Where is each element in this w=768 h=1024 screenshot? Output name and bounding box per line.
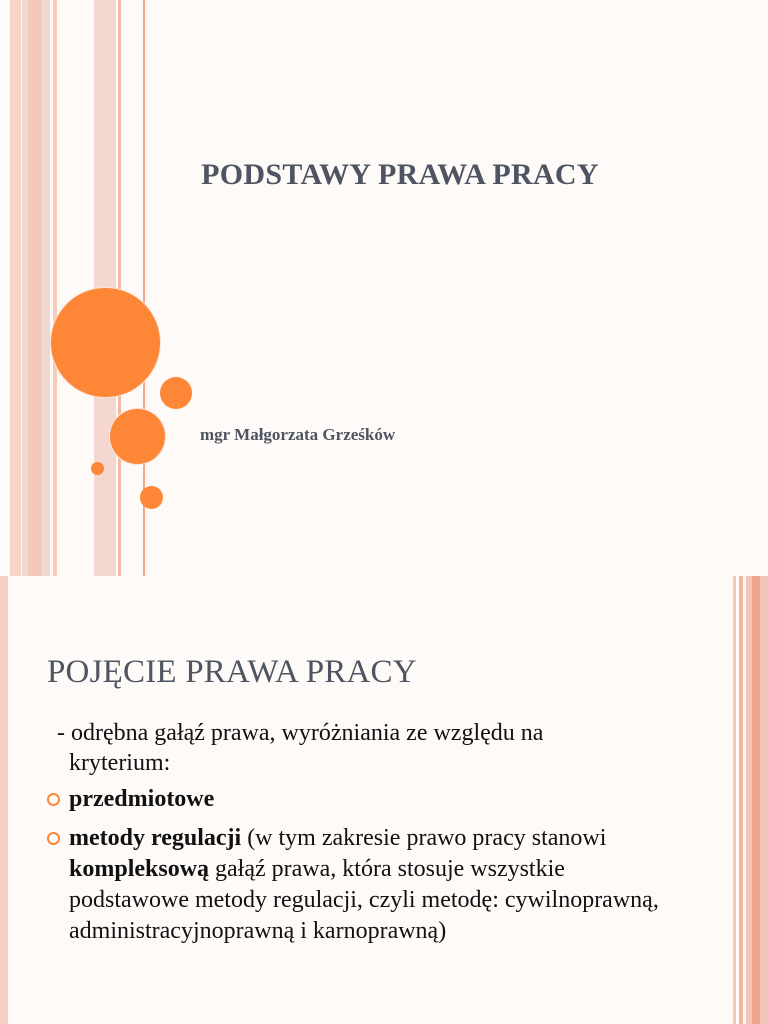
decor-stripe	[739, 576, 743, 1024]
author-name: mgr Małgorzata Grześków	[200, 425, 396, 444]
intro-line: kryterium:	[69, 750, 171, 776]
decor-stripe	[733, 576, 736, 1024]
decor-stripe	[0, 576, 8, 1024]
decor-stripe	[118, 0, 121, 576]
decor-stripe	[53, 0, 57, 576]
slide-content	[0, 576, 768, 1024]
list-item	[46, 823, 686, 947]
decor-circle-small	[160, 377, 192, 409]
decor-stripe	[752, 576, 760, 1024]
bullet-bold-text: przedmiotowe	[69, 786, 215, 812]
bullet-bold-text: kompleksową	[69, 856, 210, 882]
decor-circle-tiny	[91, 462, 104, 475]
bullet-circle-icon	[47, 832, 60, 845]
decor-stripe	[10, 0, 21, 576]
bullet-bold-text: metody regulacji	[69, 825, 242, 851]
bullet-circle-icon	[47, 793, 60, 806]
bullet-list	[46, 784, 686, 955]
list-item	[46, 784, 686, 815]
bullet-text: (w tym zakresie prawo pracy stanowi	[241, 825, 607, 851]
intro-line: - odrębna gałąź prawa, wyróżniania ze względu na	[57, 720, 544, 746]
bullet-text: gałąź prawa, która stosuje wszystkie podstawowe metody regulacji, czyli metodę: cywilnoprawną, administracyjnoprawną i karnoprawną)	[69, 856, 659, 944]
decor-circle-large	[51, 288, 160, 397]
decor-circle-small	[140, 486, 163, 509]
slide-heading: POJĘCIE PRAWA PRACY	[47, 654, 417, 690]
decor-circle-medium	[110, 409, 165, 464]
presentation-title: PODSTAWY PRAWA PRACY	[201, 158, 599, 191]
intro-text	[57, 718, 677, 778]
decor-stripe	[28, 0, 42, 576]
